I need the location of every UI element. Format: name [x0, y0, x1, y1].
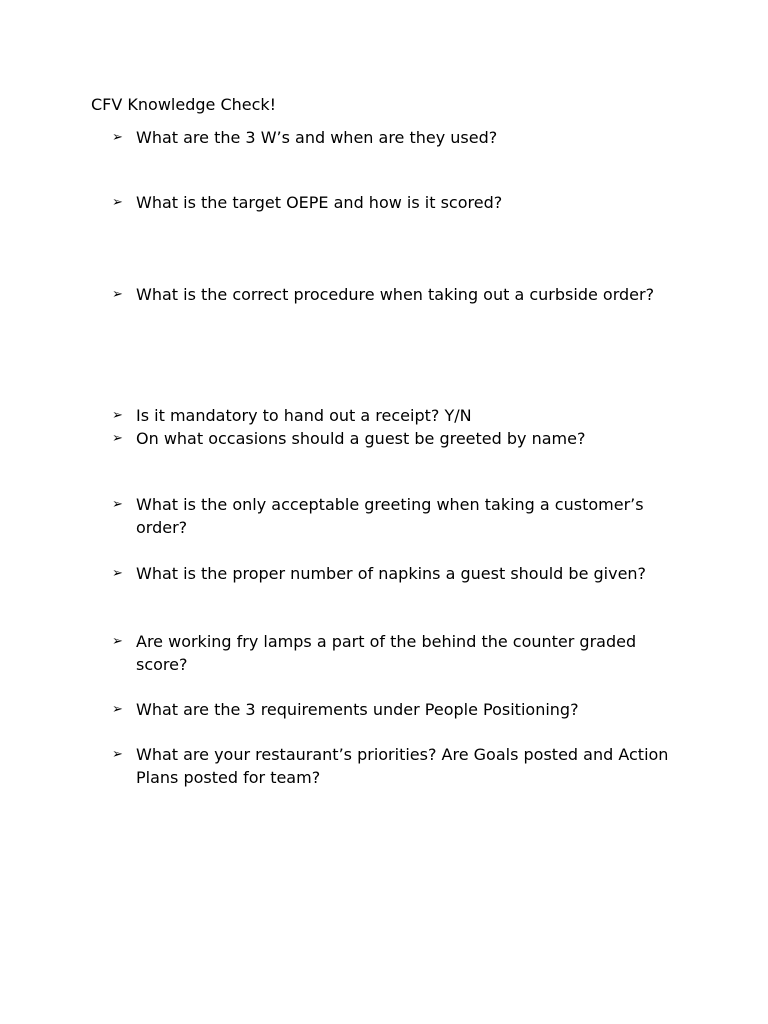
question-item	[112, 698, 672, 721]
question-item	[112, 191, 672, 214]
question-text: What is the target OEPE and how is it scored?	[136, 193, 503, 212]
question-text: What are the 3 requirements under People Positioning?	[136, 700, 579, 719]
document-title: CFV Knowledge Check!	[91, 95, 277, 114]
question-text: What is the correct procedure when taking out a curbside order?	[136, 285, 655, 304]
question-text: What is the only acceptable greeting when taking a customer’s order?	[136, 495, 644, 537]
arrowhead-bullet-icon: ➢	[112, 497, 123, 512]
arrowhead-bullet-icon: ➢	[112, 431, 123, 446]
arrowhead-bullet-icon: ➢	[112, 130, 123, 145]
question-text: What are the 3 W’s and when are they used?	[136, 128, 498, 147]
question-item	[112, 404, 672, 427]
arrowhead-bullet-icon: ➢	[112, 408, 123, 423]
question-text: On what occasions should a guest be greeted by name?	[136, 429, 586, 448]
question-text: What are your restaurant’s priorities? Are Goals posted and Action Plans posted for team?	[136, 745, 669, 787]
arrowhead-bullet-icon: ➢	[112, 287, 123, 302]
question-text: Is it mandatory to hand out a receipt? Y/N	[136, 406, 472, 425]
question-item	[112, 630, 672, 676]
question-item	[112, 283, 672, 306]
question-item	[112, 493, 672, 539]
arrowhead-bullet-icon: ➢	[112, 634, 123, 649]
question-text: Are working fry lamps a part of the behind the counter graded score?	[136, 632, 637, 674]
arrowhead-bullet-icon: ➢	[112, 566, 123, 581]
arrowhead-bullet-icon: ➢	[112, 702, 123, 717]
arrowhead-bullet-icon: ➢	[112, 195, 123, 210]
question-item	[112, 126, 672, 149]
question-item	[112, 743, 672, 789]
question-item	[112, 427, 672, 450]
arrowhead-bullet-icon: ➢	[112, 747, 123, 762]
question-item	[112, 562, 672, 585]
question-text: What is the proper number of napkins a guest should be given?	[136, 564, 647, 583]
